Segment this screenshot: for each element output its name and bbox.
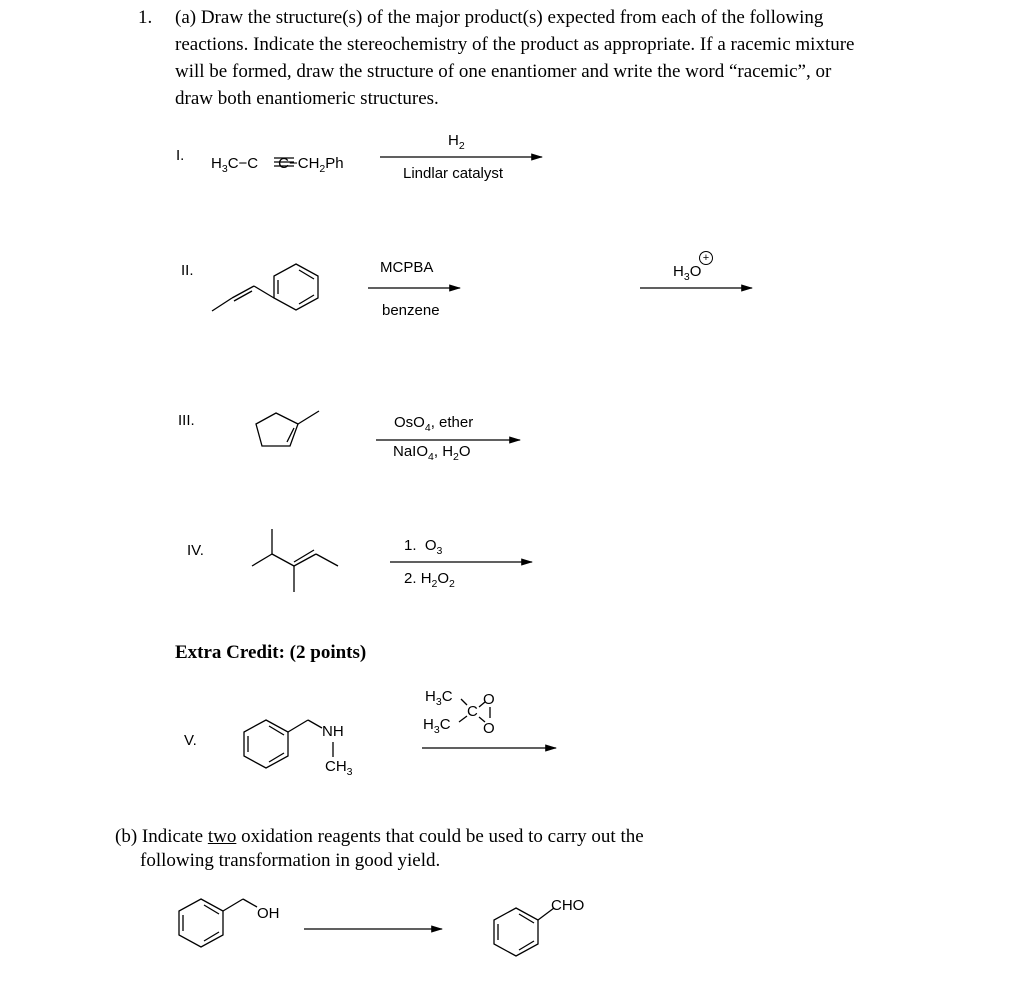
part-a-line-1: (a) Draw the structure(s) of the major product(s) expected from each of the following bbox=[175, 7, 824, 28]
methylcyclopentene-structure bbox=[256, 411, 319, 446]
positive-charge-badge: + bbox=[699, 251, 713, 265]
phenylpropene-structure bbox=[212, 264, 318, 311]
part-a-line-3: will be formed, draw the structure of one enantiomer and write the word “racemic”, or bbox=[175, 61, 832, 82]
question-number: 1. bbox=[138, 7, 153, 28]
part-b-line-1: (b) Indicate two oxidation reagents that could be used to carry out the bbox=[115, 826, 644, 847]
nh-group: NH bbox=[322, 723, 344, 740]
benzylamine-structure bbox=[244, 720, 333, 768]
reaction-2-label: II. bbox=[181, 262, 194, 279]
reaction-4-reagent-bottom: 2. $H_2O_2$ bbox=[404, 570, 455, 590]
part-a-line-4: draw both enantiomeric structures. bbox=[175, 88, 439, 109]
reaction-4-label: IV. bbox=[187, 542, 204, 559]
reaction-3-reagent-top: OsO$_4$, ether bbox=[394, 414, 474, 434]
reaction-3-reagent-bottom: NaIO$_4$, $H_2O$ bbox=[393, 443, 471, 463]
dioxirane-oxygen-top: O bbox=[483, 691, 495, 708]
reaction-4-reagent-top: 1. $O_3$ bbox=[404, 537, 443, 557]
reaction-2-reagent-top: MCPBA bbox=[380, 259, 434, 276]
part-b-line-2: following transformation in good yield. bbox=[140, 850, 441, 871]
reaction-1-reagent-bottom: Lindlar catalyst bbox=[403, 165, 504, 182]
dioxirane-oxygen-bottom: O bbox=[483, 720, 495, 737]
benzaldehyde-structure bbox=[494, 908, 554, 956]
extra-credit-heading: Extra Credit: (2 points) bbox=[175, 642, 367, 663]
alkene-structure bbox=[252, 529, 338, 592]
dioxirane-h3c-top: $H_3C$ bbox=[425, 688, 453, 708]
reaction-3-label: III. bbox=[178, 412, 195, 429]
cho-group: CHO bbox=[551, 897, 585, 914]
benzyl-alcohol-structure bbox=[179, 899, 257, 947]
reaction-2-reagent-bottom: benzene bbox=[382, 302, 440, 319]
triple-bond bbox=[274, 158, 294, 166]
dioxirane-h3c-bottom: $H_3C$ bbox=[423, 716, 451, 736]
dioxirane-bonds bbox=[459, 699, 490, 722]
reaction-5-label: V. bbox=[184, 732, 197, 749]
dioxirane-carbon: C bbox=[467, 703, 478, 720]
part-a-line-2: reactions. Indicate the stereochemistry of the product as appropriate. If a racemic mixture bbox=[175, 34, 855, 55]
reaction-2-second-reagent: $H_3O$ bbox=[673, 263, 702, 283]
reaction-1-label: I. bbox=[176, 147, 185, 164]
oh-group: OH bbox=[257, 905, 280, 922]
reaction-1-reagent-top: $H_2$ bbox=[448, 132, 465, 152]
ch3-group: $CH_3$ bbox=[325, 758, 353, 778]
reaction-1-reactant: $H_3C-C$ $C-CH_2Ph$ bbox=[211, 155, 344, 175]
